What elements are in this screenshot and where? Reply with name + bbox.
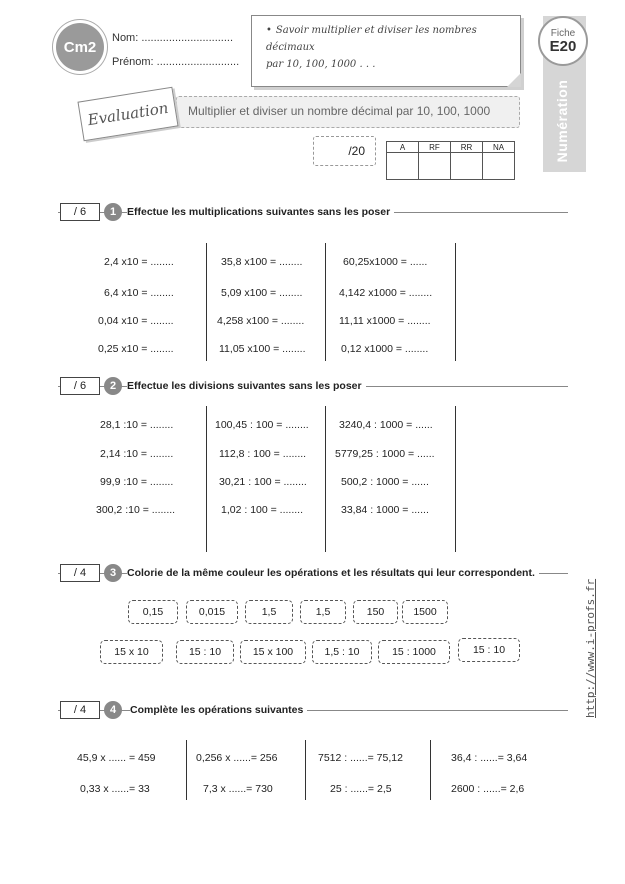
operation: 300,2 :10 = ........ [96, 504, 176, 516]
section-4-divider-3 [430, 740, 431, 800]
subject-label: Numération [554, 79, 570, 163]
operation: 5,09 x100 = ........ [221, 287, 303, 299]
grade-cell-a[interactable] [387, 153, 419, 180]
firstname-dots: ........................... [156, 56, 240, 68]
operation: 6,4 x10 = ........ [104, 287, 174, 299]
section-4-score: / 4 [60, 701, 100, 719]
operation: 7512 : ......= 75,12 [318, 752, 403, 764]
operation: 60,25x1000 = ...... [343, 256, 428, 268]
section-2-divider-3 [455, 406, 456, 552]
firstname-field [112, 56, 239, 68]
operation: 36,4 : ......= 3,64 [451, 752, 528, 764]
firstname-label: Prénom: [112, 56, 154, 68]
grade-cell-na[interactable] [483, 153, 515, 180]
operation: 2,4 x10 = ........ [104, 256, 174, 268]
operation: 11,05 x100 = ........ [219, 343, 306, 355]
operation: 28,1 :10 = ........ [100, 419, 174, 431]
fiche-label: Fiche [550, 27, 576, 39]
total-score-box [313, 136, 376, 166]
name-field [112, 32, 233, 44]
name-label: Nom: [112, 32, 139, 44]
section-3-score: / 4 [60, 564, 100, 582]
objective-bullet: • [266, 25, 272, 36]
operation: 30,21 : 100 = ........ [219, 476, 307, 488]
operation: 35,8 x100 = ........ [221, 256, 303, 268]
source-url[interactable]: http://www.i-profs.fr [584, 578, 597, 718]
result-chip[interactable]: 150 [353, 600, 398, 624]
result-chip[interactable]: 0,015 [186, 600, 238, 624]
result-chip[interactable]: 1,5 [245, 600, 293, 624]
operation: 0,25 x10 = ........ [98, 343, 174, 355]
section-3-number: 3 [104, 564, 122, 582]
operation: 112,8 : 100 = ........ [219, 448, 307, 460]
operation-chip[interactable]: 15 : 10 [458, 638, 520, 662]
section-1-divider-1 [206, 243, 207, 361]
operation: 3240,4 : 1000 = ...... [339, 419, 433, 431]
evaluation-title: Multiplier et diviser un nombre décimal par 10, 100, 1000 [188, 104, 491, 118]
operation: 100,45 : 100 = ........ [215, 419, 309, 431]
name-dots: .............................. [141, 32, 234, 44]
grade-header-rf: RF [419, 142, 451, 153]
operation: 99,9 :10 = ........ [100, 476, 174, 488]
grade-cell-rr[interactable] [451, 153, 483, 180]
operation: 0,33 x ......= 33 [80, 783, 150, 795]
operation: 45,9 x ...... = 459 [77, 752, 156, 764]
operation: 0,12 x1000 = ........ [341, 343, 429, 355]
section-1-title: Effectue les multiplications suivantes sans les poser [127, 206, 394, 218]
operation-chip[interactable]: 15 x 10 [100, 640, 163, 664]
section-4-divider-2 [305, 740, 306, 800]
objective-note [251, 15, 521, 87]
result-chip[interactable]: 1500 [402, 600, 448, 624]
level-badge: Cm2 [56, 23, 104, 71]
section-2-score: / 6 [60, 377, 100, 395]
operation: 2600 : ......= 2,6 [451, 783, 525, 795]
operation: 25 : ......= 2,5 [330, 783, 392, 795]
grade-cell-rf[interactable] [419, 153, 451, 180]
section-1-divider-2 [325, 243, 326, 361]
grade-header-na: NA [483, 142, 515, 153]
section-1-number: 1 [104, 203, 122, 221]
operation-chip[interactable]: 15 : 1000 [378, 640, 450, 664]
operation-chip[interactable]: 15 x 100 [240, 640, 306, 664]
section-1-score: / 6 [60, 203, 100, 221]
section-1-divider-3 [455, 243, 456, 361]
section-2-divider-2 [325, 406, 326, 552]
operation: 4,258 x100 = ........ [217, 315, 305, 327]
section-4-divider-1 [186, 740, 187, 800]
grade-table [386, 141, 515, 180]
operation: 33,84 : 1000 = ...... [341, 504, 429, 516]
section-2-title: Effectue les divisions suivantes sans les poser [127, 380, 366, 392]
operation-chip[interactable]: 15 : 10 [176, 640, 234, 664]
section-3-title: Colorie de la même couleur les opérations et les résultats qui leur correspondent. [127, 567, 539, 579]
grade-header-rr: RR [451, 142, 483, 153]
operation: 0,256 x ......= 256 [196, 752, 278, 764]
operation: 2,14 :10 = ........ [100, 448, 174, 460]
operation: 1,02 : 100 = ........ [221, 504, 304, 516]
result-chip[interactable]: 1,5 [300, 600, 346, 624]
section-4-number: 4 [104, 701, 122, 719]
operation: 500,2 : 1000 = ...... [341, 476, 429, 488]
section-4-title: Complète les opérations suivantes [130, 704, 307, 716]
objective-line2: par 10, 100, 1000 . . . [266, 59, 376, 70]
section-2-number: 2 [104, 377, 122, 395]
objective-line1: Savoir multiplier et diviser les nombres décimaux [266, 25, 477, 53]
grade-header-a: A [387, 142, 419, 153]
evaluation-tag: Evaluation [77, 87, 178, 142]
operation: 0,04 x10 = ........ [98, 315, 174, 327]
operation-chip[interactable]: 1,5 : 10 [312, 640, 372, 664]
operation: 7,3 x ......= 730 [203, 783, 273, 795]
fiche-code: E20 [549, 37, 577, 55]
operation: 4,142 x1000 = ........ [339, 287, 433, 299]
section-2-divider-1 [206, 406, 207, 552]
operation: 11,11 x1000 = ........ [339, 315, 431, 327]
result-chip[interactable]: 0,15 [128, 600, 178, 624]
note-fold [507, 73, 521, 87]
total-score: /20 [348, 144, 365, 158]
operation: 5779,25 : 1000 = ...... [335, 448, 435, 460]
